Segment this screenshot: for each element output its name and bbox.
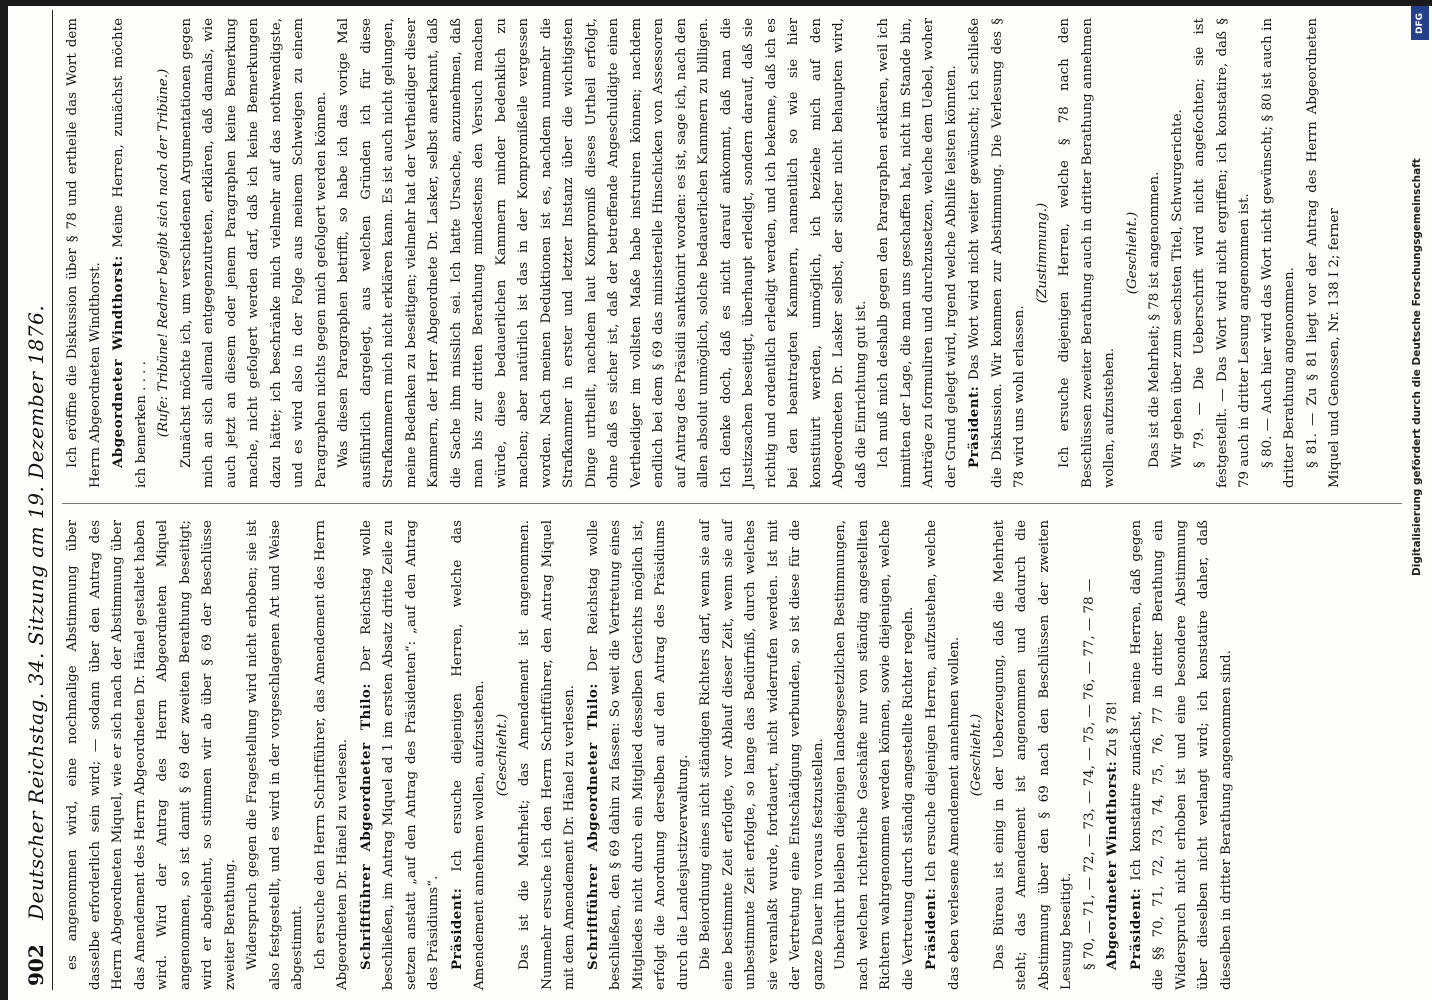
- speaker-name: Abgeordneter Windthorst:: [110, 255, 126, 468]
- paragraph: [355, 520, 446, 990]
- paragraph-text: § 81. — Zu § 81 liegt vor der Antrag des Herrn Abgeordneten Miquel und Genossen, Nr. 138 I 2; ferner: [1304, 18, 1342, 488]
- paragraph: [1257, 18, 1302, 488]
- paragraph: [514, 520, 582, 990]
- speaker-name: Abgeordneter Windthorst:: [1104, 760, 1120, 970]
- paragraph: [920, 520, 966, 990]
- paragraph: [1101, 520, 1125, 990]
- paragraph-text: es angenommen wird, eine nochmalige Abstimmung über dasselbe erforderlich sein wird; — sodann über den Antrag des Herrn Abgeordneten Miquel, wie er sich nach der Abstimmung über das Amendement des Herrn Abgeordneten Dr. Hänel gestaltet haben wird. Wird der Antrag des Herrn Abgeordneten Miquel angenommen, so ist damit § 69 der zweiten Berathung beseitigt; wird er abgelehnt, so stimmen wir ab über § 69 der Beschlüsse zweiter Berathung.: [65, 519, 238, 990]
- paragraph: [1167, 18, 1190, 488]
- paragraph: [1079, 520, 1102, 990]
- stage-direction: (Zustimmung.): [1034, 202, 1050, 304]
- paragraph-text: Der Reichstag wolle beschließen, den § 69 dahin zu fassen: So weit die Vertretung eines Mitgliedes nicht durch ein Mitglied desselben Gerichts möglich ist, erfolgt die Anordnung derselben auf den Antrag des Präsidiums durch die Landesjustizverwaltung.: [585, 520, 691, 990]
- paragraph-text: Was diesen Paragraphen betrifft, so habe ich das vorige Mal ausführlich dargelegt, aus welchen Gründen ich für diese Strafkammern mich nicht erklären kann. Es ist auch nicht gelungen, meine Bedenken zu beseitigen; vielmehr hat der Vertheidiger dieser Kammern, der Herr Abgeordnete Dr. Lasker, selbst anerkannt, daß die Sache ihm misslich sei. Ich hatte Ursache, anzunehmen, daß man bis zur dritten Berathung mindestens den Versuch machen würde, diese bedauerlichen Kammern minder bedenklich zu machen; aber natürlich ist das in der Kompromißeile vergessen worden. Nach meinen Deduktionen ist es, nachdem nunmehr die Strafkammer in erster und letzter Instanz über die wichtigsten Dinge urtheilt, nachdem laut Kompromiß dieses Urtheil erfolgt, ohne daß es sicher ist, daß der betreffende Angeschuldigte einen Vertheidiger im vollsten Maße habe instruiren können; nachdem endlich bei dem § 69 das ministerielle Hinschicken von Assessoren auf Antrag des Präsidii sanktionirt worden: es ist, sage ich, nach den allen absolut unmöglich, solche bedauerlichen Kammern zu billigen. Ich denke doch, daß es nicht darauf ankommt, daß man die Justizsachen beseitigt, überhaupt erledigt, sondern darauf, daß sie richtig und ordentlich erledigt werden, und ich bekenne, daß ich es bei den beantragten Kammern, namentlich so wie sie hier konstituirt werden, unmöglich, ich beziehe mich auf den Abgeordneten Dr. Lasker selbst, der sicher nicht behaupten wird, daß die Einrichtung gut ist.: [336, 18, 869, 488]
- paragraph-text: § 79. — Die Ueberschrift wird nicht angefochten; sie ist festgestellt. — Das Wort wird nicht ergriffen; ich konstatire, daß § 79 auch in dritter Lesung angenommen ist.: [1192, 18, 1252, 488]
- page-number: 902: [24, 944, 48, 986]
- paragraph: [1144, 18, 1167, 488]
- stage-direction: (Geschieht.): [969, 713, 984, 797]
- paragraph: [989, 520, 1079, 990]
- speaker-name: Präsident:: [966, 385, 982, 468]
- paragraph: [333, 18, 873, 488]
- paragraph-text: Ich eröffne die Diskussion über § 78 und ertheile das Wort dem Herrn Abgeordneten Windthorst.: [65, 18, 103, 488]
- paragraph-text: Zunächst möchte ich, um verschiedenen Argumentationen gegen mich an sich allemal entgegenzutreten, erklären, daß damals, wie auch jetzt an diesem oder jenem Paragraphen keine Bemerkung mache, nicht gefolgert werden darf, daß ich keine Bemerkungen dazu hätte; ich beschränke mich vielmehr auf das nothwendigste, und es wird also in der Folge aus meinem Schweigen zu einem Paragraphen nichts gegen mich gefolgert werden können.: [178, 18, 329, 488]
- paragraph: [873, 18, 963, 488]
- speaker-name: Schriftführer Abgeordneter Thilo:: [584, 683, 601, 970]
- paragraph-text: Der Reichstag wolle beschließen, im Antrag Miquel ad 1 im ersten Absatz dritte Zeile zu setzen anstatt „auf den Antrag des Präsidenten“: „auf den Antrag des Präsidiums“.: [358, 520, 441, 990]
- speaker-name: Präsident:: [1127, 887, 1144, 970]
- stage-direction: (Rufe: Tribüne! Redner begibt sich nach der Tribüne.): [156, 68, 171, 438]
- paragraph-text: Das Wort wird nicht weiter gewünscht; ich schließe die Diskussion. Wir kommen zur Abstimmung. Die Verlesung des § 78 wird uns wohl erlassen.: [967, 18, 1027, 488]
- paragraph-text: Ich ersuche diejenigen Herren, welche § 78 nach den Beschlüssen zweiter Berathung auch in dritter Berathung annehmen wollen, aufzustehen.: [1057, 18, 1117, 488]
- side-margin: [1406, 4, 1428, 996]
- paragraph: [963, 18, 1032, 488]
- paragraph-text: Widerspruch gegen die Fragestellung wird nicht erhoben; sie ist also festgestellt, und es wird in der vorgeschlagenen Art und Weise abgestimmt.: [245, 520, 305, 990]
- speaker-name: Präsident:: [923, 887, 939, 970]
- paragraph: [176, 18, 334, 488]
- paragraph-text: § 80. — Auch hier wird das Wort nicht gewünscht; § 80 ist auch in dritter Berathung angenommen.: [1259, 18, 1297, 488]
- paragraph: [695, 520, 830, 990]
- paragraph-text: Die Beiordnung eines nicht ständigen Richters darf, wenn sie auf eine bestimmte Zeit erfolgte, vor Ablauf dieser Zeit, wenn sie auf unbestimmte Zeit erfolgte, so lange das Bedürfniß, durch welches sie veranlaßt wurde, fortdauert, nicht widerrufen werden. Ist mit der Vertretung eine Entschädigung verbunden, so ist diese für die ganze Dauer im voraus festzustellen.: [698, 520, 826, 990]
- paragraph: [310, 520, 355, 990]
- stage-direction: (Geschieht.): [1124, 211, 1140, 295]
- paragraph-text: Zu § 78!: [1105, 700, 1120, 761]
- running-head: [22, 10, 53, 990]
- paragraph-text: Ich konstatire zunächst, meine Herren, daß gegen die §§ 70, 71, 72, 73, 74, 75, 76, 77 in dritter Berathung ein Widerspruch nicht erhoben ist und eine besondere Abstimmung über dieselben nicht verlangt wird; ich konstatire daher, daß dieselben in dritter Berathung angenommen sind.: [1128, 520, 1234, 990]
- digitization-credit: Digitalisierung gefördert durch die Deutsche Forschungsgemeinschaft: [1411, 158, 1423, 576]
- paragraph-text: § 70, — 71, — 72, — 73, — 74, — 75, — 76, — 77, — 78 —: [1081, 578, 1097, 970]
- column-divider: [62, 503, 1402, 504]
- dfg-logo: DFG: [1411, 6, 1429, 40]
- paragraph: [1125, 520, 1239, 990]
- paragraph: [62, 520, 242, 990]
- paragraph-text: Das ist die Mehrheit; das Amendement ist angenommen. Nunmehr ersuche ich den Herrn Schriftführer, den Antrag Miquel mit dem Amendement Dr. Hänel zu verlesen.: [517, 520, 577, 990]
- stage-direction: (Geschieht.): [494, 713, 510, 797]
- rotated-page: [16, 0, 1416, 1000]
- paragraph-text: Wir gehen über zum sechsten Titel, Schwurgerichte.: [1169, 109, 1185, 468]
- scan-border-left: [0, 0, 8, 1000]
- paragraph: [1302, 18, 1347, 488]
- paragraph-text: Ich muß mich deshalb gegen den Paragraphen erklären, weil ich inmitten der Lage, die man uns geschaffen hat, nicht im Stande bin, Anträge zu formuliren und durchzusetzen, welche dem Uebel, woher der Grund gelegt wird, irgend welche Abhilfe leisten könnten.: [876, 18, 959, 488]
- speaker-name: Schriftführer Abgeordneter Thilo:: [357, 683, 374, 970]
- paragraph-text: Meine Herren, zunächst möchte ich bemerken . . . .: [111, 18, 149, 488]
- paragraph: [582, 520, 696, 990]
- running-title: Deutscher Reichstag. 34. Sitzung am 19. Dezember 1876.: [24, 304, 48, 920]
- paragraph: [830, 520, 920, 990]
- paragraph-text: Unberührt bleiben diejenigen landesgesetzlichen Bestimmungen, nach welchen richterliche Geschäfte nur von ständig angestellten Richtern wahrgenommen werden können, sowie diejenigen, welche die Vertretung durch ständig angestellte Richter regeln.: [833, 520, 916, 990]
- left-column: [62, 520, 1238, 990]
- paragraph-text: Das Büreau ist einig in der Ueberzeugung, daß die Mehrheit steht; das Amendement ist angenommen und dadurch die Abstimmung über den § 69 nach den Beschlüssen der zweiten Lesung beseitigt.: [991, 520, 1074, 990]
- paragraph-text: Ich ersuche den Herrn Schriftführer, das Amendement des Herrn Abgeordneten Dr. Hänel zu verlesen.: [312, 520, 350, 990]
- paragraph: [1054, 18, 1122, 488]
- paragraph: [107, 18, 153, 488]
- paragraph: [1189, 18, 1257, 488]
- paragraph: [242, 520, 310, 990]
- paragraph-text: Ich ersuche diejenigen Herren, aufzustehen, welche das eben verlesene Amendement annehmen wollen.: [924, 520, 962, 990]
- paragraph-text: Ich ersuche diejenigen Herren, welche das Amendement annehmen wollen, aufzustehen.: [449, 520, 487, 990]
- paragraph: [62, 18, 107, 488]
- paragraph: [446, 520, 492, 990]
- paragraph-text: Das ist die Mehrheit; § 78 ist angenommen.: [1147, 171, 1162, 468]
- right-column: [62, 18, 1347, 488]
- speaker-name: Präsident:: [448, 887, 465, 970]
